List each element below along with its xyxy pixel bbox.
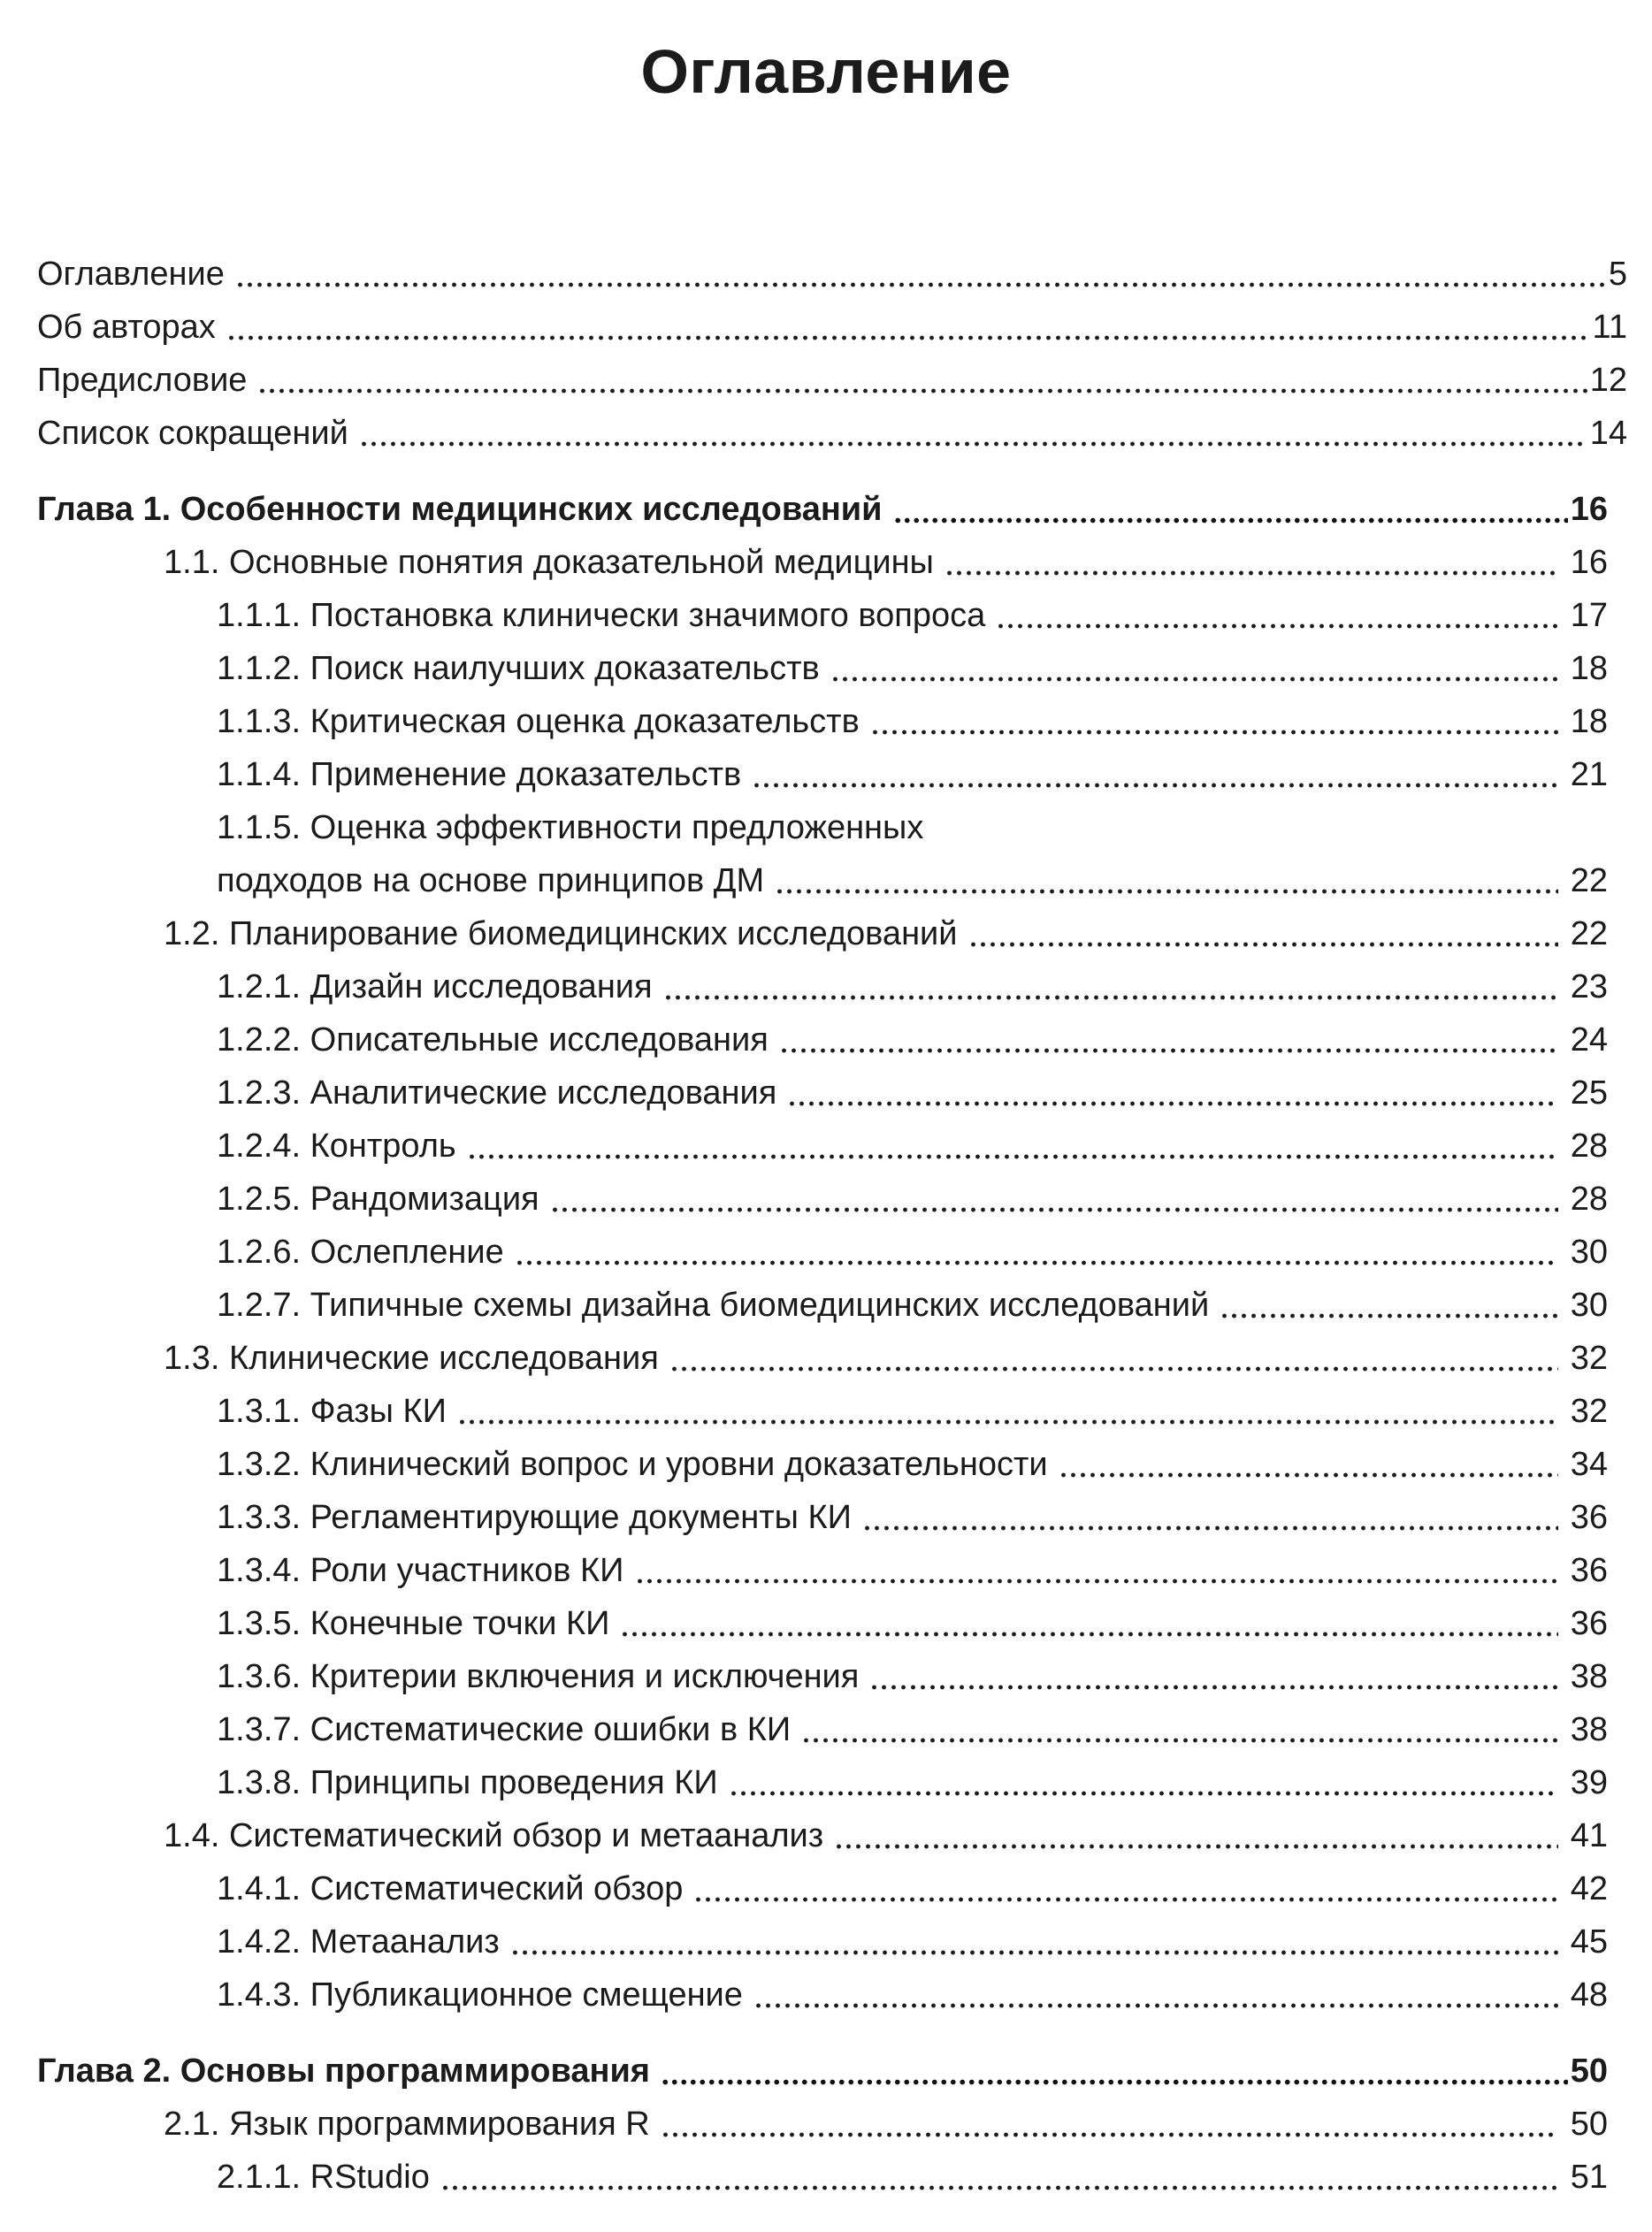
toc-page-number: 30	[1570, 1287, 1608, 1324]
dot-leader	[779, 1047, 1558, 1054]
toc-page-number: 42	[1570, 1870, 1608, 1907]
toc-page-number: 18	[1570, 703, 1608, 740]
toc-entry	[0, 1968, 1652, 2022]
dot-leader	[661, 2078, 1568, 2086]
toc-entry-chapter	[0, 2045, 1652, 2098]
dot-leader	[752, 782, 1558, 789]
page-title: Оглавление	[640, 37, 1012, 106]
toc-entry-label: 1.1.1. Постановка клинически значимого вопроса	[217, 597, 986, 634]
toc-entry-label: 1.2.4. Контроль	[217, 1127, 456, 1165]
dot-leader	[635, 1578, 1558, 1585]
toc-entry-label: 1.1.5. Оценка эффективности предложенных	[217, 809, 924, 846]
toc-entry	[0, 1120, 1652, 1173]
toc-entry	[0, 748, 1652, 801]
toc-page-number: 48	[1570, 1976, 1608, 2014]
toc-entry-label: 1.2.6. Ослепление	[217, 1234, 504, 1271]
toc-entry	[0, 536, 1652, 589]
toc-page-number: 24	[1570, 1021, 1608, 1059]
dot-leader	[663, 994, 1558, 1001]
toc-page-number: 50	[1570, 2052, 1608, 2090]
toc-entry-label: 1.4.1. Систематический обзор	[217, 1870, 684, 1907]
dot-leader	[235, 281, 1606, 288]
toc-page-number: 12	[1589, 362, 1627, 399]
toc-entry	[0, 1756, 1652, 1809]
toc-entry	[0, 1862, 1652, 1915]
toc-entry-label: 1.3.6. Критерии включения и исключения	[217, 1658, 860, 1695]
toc-entry	[0, 1173, 1652, 1226]
dot-leader	[440, 2184, 1558, 2191]
toc-page-number: 38	[1570, 1711, 1608, 1748]
toc-page-number: 28	[1570, 1181, 1608, 1218]
toc-entry-label: 1.4.2. Метаанализ	[217, 1923, 500, 1961]
dot-leader	[945, 569, 1558, 577]
toc-page-number: 39	[1570, 1764, 1608, 1801]
toc-entry-label: Оглавление	[37, 256, 225, 293]
toc-entry-label: 1.3.2. Клинический вопрос и уровни доказательности	[217, 1446, 1048, 1483]
dot-leader	[226, 334, 1590, 341]
toc-page-number: 51	[1570, 2159, 1608, 2196]
toc-entry-label: Список сокращений	[37, 415, 348, 452]
dot-leader	[661, 2131, 1558, 2138]
toc-entry-label: 1.1.2. Поиск наилучших доказательств	[217, 650, 820, 687]
toc-entry	[0, 1013, 1652, 1066]
toc-entry-front-matter	[0, 407, 1652, 460]
toc-page-number: 16	[1570, 491, 1608, 528]
toc-page-number: 36	[1570, 1499, 1608, 1536]
toc-page-number: 45	[1570, 1923, 1608, 1961]
dot-leader	[996, 623, 1557, 630]
toc-page-number: 41	[1570, 1817, 1608, 1854]
toc-entry-label: 2.1.1. RStudio	[217, 2159, 430, 2196]
toc-entry-label: 2.1. Язык программирования R	[164, 2106, 650, 2143]
toc-list	[0, 248, 1652, 2204]
toc-entry	[0, 1226, 1652, 1279]
toc-entry	[0, 2098, 1652, 2151]
dot-leader	[862, 1525, 1558, 1532]
toc-page-number: 11	[1592, 309, 1627, 346]
toc-entry	[0, 1066, 1652, 1120]
toc-entry-label: Глава 2. Основы программирования	[37, 2052, 650, 2090]
dot-leader	[693, 1896, 1557, 1903]
toc-page-number: 22	[1570, 862, 1608, 899]
toc-page-number: 21	[1570, 756, 1608, 793]
toc-page-number: 36	[1570, 1605, 1608, 1642]
toc-page-number: 50	[1570, 2106, 1608, 2143]
dot-leader	[870, 729, 1558, 736]
toc-entry-label: 1.2.5. Рандомизация	[217, 1181, 539, 1218]
toc-entry	[0, 695, 1652, 748]
toc-entry-label: 1.4. Систематический обзор и метаанализ	[164, 1817, 824, 1854]
toc-page-number: 16	[1570, 544, 1608, 581]
dot-leader	[620, 1631, 1557, 1638]
toc-entry-label: 1.3.4. Роли участников КИ	[217, 1552, 624, 1589]
dot-leader	[550, 1206, 1558, 1213]
dot-leader	[830, 676, 1558, 683]
toc-entry	[0, 1438, 1652, 1491]
toc-entry-front-matter	[0, 248, 1652, 301]
toc-entry-front-matter	[0, 301, 1652, 354]
toc-entry	[0, 642, 1652, 695]
dot-leader	[359, 440, 1587, 447]
toc-entry	[0, 960, 1652, 1013]
dot-leader	[510, 1949, 1558, 1956]
dot-leader	[457, 1418, 1558, 1426]
toc-entry	[0, 1809, 1652, 1862]
toc-page-number: 14	[1589, 415, 1627, 452]
dot-leader	[1220, 1312, 1557, 1319]
toc-entry-label: подходов на основе принципов ДМ	[217, 862, 765, 899]
toc-entry	[0, 1597, 1652, 1650]
toc-entry-label: 1.2. Планирование биомедицинских исследований	[164, 915, 958, 952]
dot-leader	[467, 1153, 1558, 1160]
dot-leader	[834, 1843, 1558, 1850]
toc-entry	[0, 1385, 1652, 1438]
toc-entry-label: 1.1. Основные понятия доказательной медицины	[164, 544, 934, 581]
dot-leader	[893, 516, 1568, 524]
dot-leader	[1059, 1471, 1558, 1479]
toc-entry	[0, 2151, 1652, 2204]
dot-leader	[257, 387, 1587, 394]
dot-leader	[968, 941, 1558, 948]
dot-leader	[787, 1100, 1557, 1107]
toc-entry-label: 1.3.8. Принципы проведения КИ	[217, 1764, 718, 1801]
toc-entry-label: 1.3. Клинические исследования	[164, 1340, 659, 1377]
toc-page-number: 38	[1570, 1658, 1608, 1695]
dot-leader	[515, 1259, 1558, 1266]
toc-entry-label: Об авторах	[37, 309, 216, 346]
toc-entry-label: 1.2.2. Описательные исследования	[217, 1021, 769, 1059]
dot-leader	[801, 1737, 1558, 1744]
toc-entry	[0, 1332, 1652, 1385]
toc-page-number: 18	[1570, 650, 1608, 687]
toc-entry-front-matter	[0, 354, 1652, 407]
toc-entry-label: 1.3.1. Фазы КИ	[217, 1393, 447, 1430]
toc-entry-label: 1.1.4. Применение доказательств	[217, 756, 742, 793]
toc-entry-label: 1.4.3. Публикационное смещение	[217, 1976, 743, 2014]
toc-entry-chapter	[0, 483, 1652, 536]
toc-entry	[0, 1703, 1652, 1756]
toc-entry-label: 1.1.3. Критическая оценка доказательств	[217, 703, 860, 740]
toc-page-number: 22	[1570, 915, 1608, 952]
dot-leader	[753, 2002, 1558, 2009]
toc-entry	[0, 1650, 1652, 1703]
toc-entry-label: Глава 1. Особенности медицинских исследований	[37, 491, 883, 528]
toc-page-number: 30	[1570, 1234, 1608, 1271]
toc-entry-label: 1.2.3. Аналитические исследования	[217, 1074, 777, 1112]
toc-page-number: 32	[1570, 1340, 1608, 1377]
toc-page-number: 36	[1570, 1552, 1608, 1589]
dot-leader	[729, 1790, 1558, 1797]
toc-entry	[0, 1491, 1652, 1544]
toc-entry	[0, 854, 1652, 907]
toc-entry	[0, 1279, 1652, 1332]
toc-entry-label: 1.3.5. Конечные точки КИ	[217, 1605, 610, 1642]
dot-leader	[775, 888, 1558, 895]
toc-entry	[0, 907, 1652, 960]
toc-entry-label: Предисловие	[37, 362, 248, 399]
toc-entry-label: 1.2.7. Типичные схемы дизайна биомедицинских исследований	[217, 1287, 1210, 1324]
toc-page-number: 5	[1608, 256, 1627, 293]
toc-entry	[0, 589, 1652, 642]
toc-page-number: 34	[1570, 1446, 1608, 1483]
dot-leader	[869, 1684, 1557, 1691]
toc-entry	[0, 801, 1652, 854]
toc-page-number: 17	[1570, 597, 1608, 634]
toc-page-number: 25	[1570, 1074, 1608, 1112]
toc-page-number: 23	[1570, 968, 1608, 1005]
toc-entry-label: 1.3.7. Систематические ошибки в КИ	[217, 1711, 792, 1748]
dot-leader	[669, 1365, 1558, 1372]
toc-entry-label: 1.3.3. Регламентирующие документы КИ	[217, 1499, 852, 1536]
toc-entry	[0, 1544, 1652, 1597]
toc-page-number: 28	[1570, 1127, 1608, 1165]
toc-page-number: 32	[1570, 1393, 1608, 1430]
toc-entry-label: 1.2.1. Дизайн исследования	[217, 968, 653, 1005]
toc-entry	[0, 1915, 1652, 1968]
